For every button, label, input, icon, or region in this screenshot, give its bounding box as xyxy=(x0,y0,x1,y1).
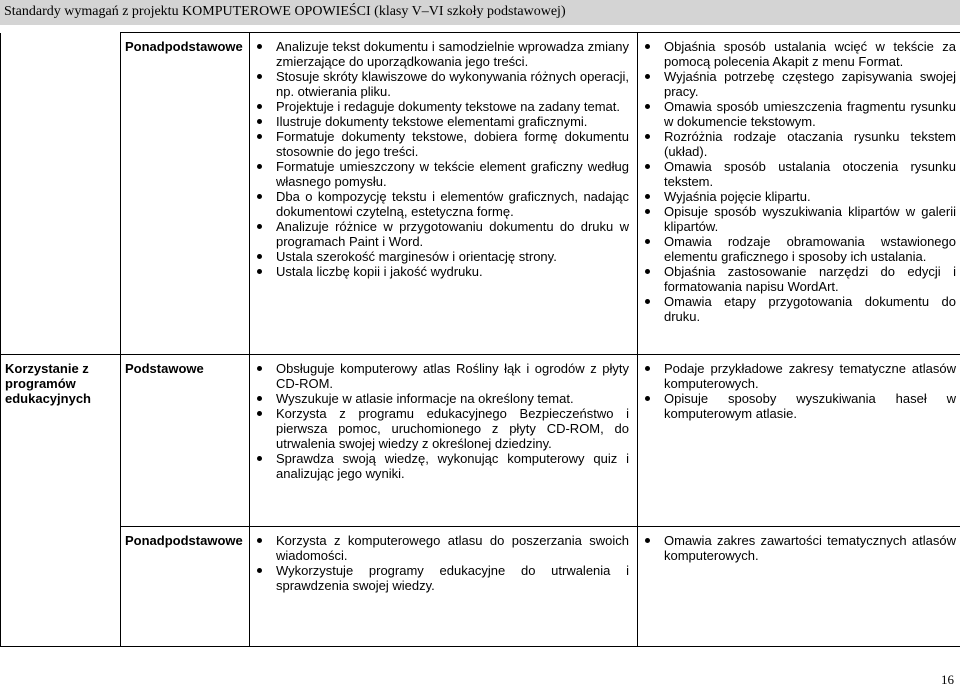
teacher-cell xyxy=(638,355,960,527)
list-item: Opisuje sposób wyszukiwania klipartów w galerii klipartów. xyxy=(642,204,956,234)
page-header xyxy=(0,0,960,25)
area-cell xyxy=(1,33,121,355)
list-item: Opisuje sposoby wyszukiwania haseł w komputerowym atlasie. xyxy=(642,391,956,421)
list-item: Formatuje umieszczony w tekście element graficzny według własnego pomysłu. xyxy=(254,159,629,189)
teacher-list xyxy=(642,361,956,421)
list-item: Objaśnia zastosowanie narzędzi do edycji i formatowania napisu WordArt. xyxy=(642,264,956,294)
student-list xyxy=(254,39,629,279)
student-cell xyxy=(250,33,638,355)
list-item: Omawia zakres zawartości tematycznych atlasów komputerowych. xyxy=(642,533,956,563)
list-item: Korzysta z programu edukacyjnego Bezpieczeństwo i pierwsza pomoc, uruchomionego z płyty CD-ROM, do utrwalenia swojej wiedzy z określonej dziedziny. xyxy=(254,406,629,451)
student-list xyxy=(254,361,629,481)
list-item: Wyszukuje w atlasie informacje na określony temat. xyxy=(254,391,629,406)
header-title: Standardy wymagań z projektu KOMPUTEROWE OPOWIEŚCI (klasy V–VI szkoły podstawowej) xyxy=(4,4,566,20)
list-item: Wykorzystuje programy edukacyjne do utrwalenia i sprawdzenia swojej wiedzy. xyxy=(254,563,629,593)
list-item: Obsługuje komputerowy atlas Rośliny łąk i ogrodów z płyty CD-ROM. xyxy=(254,361,629,391)
student-cell xyxy=(250,355,638,527)
list-item: Formatuje dokumenty tekstowe, dobiera formę dokumentu stosownie do jego treści. xyxy=(254,129,629,159)
standards-table xyxy=(0,32,960,647)
list-item: Analizuje tekst dokumentu i samodzielnie wprowadza zmiany zmierzające do uporządkowania jego treści. xyxy=(254,39,629,69)
list-item: Rozróżnia rodzaje otaczania rysunku tekstem (układ). xyxy=(642,129,956,159)
list-item: Wyjaśnia potrzebę częstego zapisywania swojej pracy. xyxy=(642,69,956,99)
list-item: Analizuje różnice w przygotowaniu dokumentu do druku w programach Paint i Word. xyxy=(254,219,629,249)
student-list xyxy=(254,533,629,593)
list-item: Omawia rodzaje obramowania wstawionego elementu graficznego i sposoby ich ustalania. xyxy=(642,234,956,264)
area-cell xyxy=(1,527,121,647)
area-cell: Korzystanie z programów edukacyjnych xyxy=(1,355,121,527)
teacher-cell xyxy=(638,527,960,647)
list-item: Wyjaśnia pojęcie klipartu. xyxy=(642,189,956,204)
list-item: Ustala szerokość marginesów i orientację strony. xyxy=(254,249,629,264)
list-item: Korzysta z komputerowego atlasu do poszerzania swoich wiadomości. xyxy=(254,533,629,563)
student-cell xyxy=(250,527,638,647)
list-item: Omawia sposób ustalania otoczenia rysunku tekstem. xyxy=(642,159,956,189)
level-cell: Ponadpodstawowe xyxy=(121,33,250,355)
list-item: Projektuje i redaguje dokumenty tekstowe na zadany temat. xyxy=(254,99,629,114)
teacher-cell xyxy=(638,33,960,355)
list-item: Ilustruje dokumenty tekstowe elementami graficznymi. xyxy=(254,114,629,129)
page-number: 16 xyxy=(941,672,954,688)
list-item: Stosuje skróty klawiszowe do wykonywania różnych operacji, np. otwierania pliku. xyxy=(254,69,629,99)
level-cell: Podstawowe xyxy=(121,355,250,527)
table-row xyxy=(1,33,960,355)
table-row xyxy=(1,355,960,527)
list-item: Objaśnia sposób ustalania wcięć w tekście za pomocą polecenia Akapit z menu Format. xyxy=(642,39,956,69)
list-item: Podaje przykładowe zakresy tematyczne atlasów komputerowych. xyxy=(642,361,956,391)
list-item: Omawia sposób umieszczenia fragmentu rysunku w dokumencie tekstowym. xyxy=(642,99,956,129)
teacher-list xyxy=(642,39,956,324)
list-item: Sprawdza swoją wiedzę, wykonując komputerowy quiz i analizując jego wyniki. xyxy=(254,451,629,481)
table-row xyxy=(1,527,960,647)
list-item: Dba o kompozycję tekstu i elementów graficznych, nadając dokumentowi czytelną, estetyczna formę. xyxy=(254,189,629,219)
list-item: Omawia etapy przygotowania dokumentu do druku. xyxy=(642,294,956,324)
teacher-list xyxy=(642,533,956,563)
level-cell: Ponadpodstawowe xyxy=(121,527,250,647)
list-item: Ustala liczbę kopii i jakość wydruku. xyxy=(254,264,629,279)
